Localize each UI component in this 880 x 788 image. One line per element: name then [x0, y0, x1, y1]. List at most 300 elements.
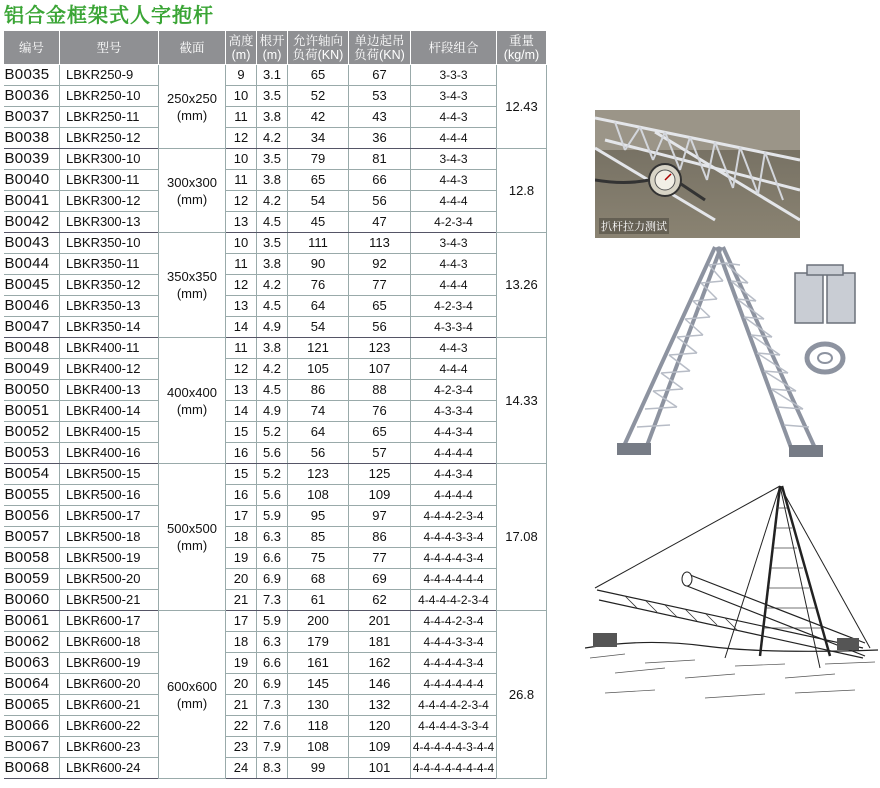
table-row — [4, 485, 547, 506]
table-row — [4, 128, 547, 149]
header-section: 截面 — [159, 31, 226, 65]
a-frame-pole-photo — [605, 243, 875, 468]
section-size: 400x400 — [167, 384, 217, 400]
section-size: 300x300 — [167, 174, 217, 190]
cell-model: LBKR400-16 — [60, 443, 159, 464]
cell-code: B0043 — [4, 233, 60, 254]
cell-axial-load: 64 — [288, 422, 349, 443]
cell-code: B0065 — [4, 695, 60, 716]
cell-model: LBKR250-9 — [60, 65, 159, 86]
cell-combination: 4-4-4-4-4-4-4-4 — [411, 758, 497, 779]
cell-combination: 4-4-4-4 — [411, 485, 497, 506]
cell-model: LBKR600-19 — [60, 653, 159, 674]
cell-combination: 4-4-4-4-3-3-4 — [411, 716, 497, 737]
cell-code: B0039 — [4, 149, 60, 170]
cell-axial-load: 105 — [288, 359, 349, 380]
cell-code: B0049 — [4, 359, 60, 380]
cell-combination: 4-4-4 — [411, 191, 497, 212]
cell-lift-load: 53 — [349, 86, 411, 107]
cell-code: B0057 — [4, 527, 60, 548]
cell-combination: 4-4-4-4-4-4 — [411, 674, 497, 695]
cell-spread: 8.3 — [257, 758, 288, 779]
cell-height: 12 — [226, 191, 257, 212]
cell-height: 20 — [226, 569, 257, 590]
table-row — [4, 317, 547, 338]
cell-lift-load: 132 — [349, 695, 411, 716]
cell-spread: 4.9 — [257, 401, 288, 422]
cell-height: 15 — [226, 464, 257, 485]
cell-model: LBKR300-11 — [60, 170, 159, 191]
cell-height: 14 — [226, 317, 257, 338]
cell-spread: 3.8 — [257, 170, 288, 191]
cell-height: 19 — [226, 653, 257, 674]
cell-model: LBKR500-16 — [60, 485, 159, 506]
table-row — [4, 422, 547, 443]
cell-combination: 4-2-3-4 — [411, 212, 497, 233]
cell-combination: 4-4-4 — [411, 359, 497, 380]
cell-lift-load: 86 — [349, 527, 411, 548]
cell-combination: 4-4-4-4-4-3-4-4 — [411, 737, 497, 758]
cell-height: 19 — [226, 548, 257, 569]
cell-code: B0056 — [4, 506, 60, 527]
cell-code: B0050 — [4, 380, 60, 401]
cell-combination: 4-4-4-4-3-4 — [411, 653, 497, 674]
cell-height: 21 — [226, 590, 257, 611]
cell-spread: 3.5 — [257, 86, 288, 107]
cell-axial-load: 54 — [288, 317, 349, 338]
cell-height: 18 — [226, 632, 257, 653]
cell-axial-load: 64 — [288, 296, 349, 317]
cell-code: B0058 — [4, 548, 60, 569]
table-row — [4, 653, 547, 674]
cell-spread: 6.6 — [257, 548, 288, 569]
cell-code: B0042 — [4, 212, 60, 233]
table-row — [4, 296, 547, 317]
cell-spread: 6.3 — [257, 632, 288, 653]
cell-section — [159, 611, 226, 779]
cell-lift-load: 36 — [349, 128, 411, 149]
cell-weight: 12.43 — [497, 65, 547, 149]
cell-model: LBKR500-19 — [60, 548, 159, 569]
cell-lift-load: 67 — [349, 65, 411, 86]
cell-code: B0036 — [4, 86, 60, 107]
cell-model: LBKR400-11 — [60, 338, 159, 359]
cell-lift-load: 66 — [349, 170, 411, 191]
spec-table — [3, 30, 547, 779]
cell-axial-load: 75 — [288, 548, 349, 569]
table-row — [4, 443, 547, 464]
cell-section — [159, 233, 226, 338]
cell-combination: 3-3-3 — [411, 65, 497, 86]
cell-lift-load: 123 — [349, 338, 411, 359]
section-unit: (mm) — [176, 401, 208, 417]
cell-axial-load: 90 — [288, 254, 349, 275]
cell-height: 12 — [226, 128, 257, 149]
gin-pole-erection-sketch — [585, 478, 878, 783]
cell-code: B0048 — [4, 338, 60, 359]
cell-axial-load: 108 — [288, 485, 349, 506]
cell-height: 23 — [226, 737, 257, 758]
header-height-unit: (m) — [231, 47, 251, 62]
table-row — [4, 569, 547, 590]
cell-axial-load: 123 — [288, 464, 349, 485]
photo-caption: 扒杆拉力测试 — [599, 218, 669, 234]
cell-code: B0064 — [4, 674, 60, 695]
cell-model: LBKR250-10 — [60, 86, 159, 107]
header-lift-unit: 负荷(KN) — [354, 47, 405, 62]
cell-code: B0040 — [4, 170, 60, 191]
cell-height: 18 — [226, 527, 257, 548]
table-row — [4, 170, 547, 191]
cell-axial-load: 111 — [288, 233, 349, 254]
cell-lift-load: 125 — [349, 464, 411, 485]
cell-lift-load: 101 — [349, 758, 411, 779]
a-frame-pole-image — [605, 243, 875, 468]
table-row — [4, 674, 547, 695]
cell-lift-load: 81 — [349, 149, 411, 170]
cell-lift-load: 92 — [349, 254, 411, 275]
cell-axial-load: 74 — [288, 401, 349, 422]
cell-height: 16 — [226, 443, 257, 464]
cell-code: B0046 — [4, 296, 60, 317]
cell-weight: 12.8 — [497, 149, 547, 233]
cell-height: 10 — [226, 149, 257, 170]
cell-code: B0055 — [4, 485, 60, 506]
cell-lift-load: 57 — [349, 443, 411, 464]
cell-code: B0054 — [4, 464, 60, 485]
cell-axial-load: 130 — [288, 695, 349, 716]
cell-axial-load: 121 — [288, 338, 349, 359]
header-spread-label: 根开 — [259, 33, 285, 48]
header-spread-unit: (m) — [262, 47, 282, 62]
cell-code: B0059 — [4, 569, 60, 590]
header-weight-label: 重量 — [508, 33, 534, 48]
page-title: 铝合金框架式人字抱杆 — [4, 3, 214, 27]
cell-axial-load: 56 — [288, 443, 349, 464]
cell-spread: 5.6 — [257, 443, 288, 464]
cell-spread: 4.2 — [257, 275, 288, 296]
cell-lift-load: 69 — [349, 569, 411, 590]
header-code: 编号 — [4, 31, 60, 65]
header-model: 型号 — [60, 31, 159, 65]
cell-code: B0041 — [4, 191, 60, 212]
cell-model: LBKR500-17 — [60, 506, 159, 527]
cell-height: 9 — [226, 65, 257, 86]
table-row — [4, 191, 547, 212]
cell-height: 10 — [226, 233, 257, 254]
cell-lift-load: 77 — [349, 548, 411, 569]
cell-lift-load: 109 — [349, 737, 411, 758]
cell-height: 22 — [226, 716, 257, 737]
cell-axial-load: 52 — [288, 86, 349, 107]
cell-code: B0038 — [4, 128, 60, 149]
cell-axial-load: 34 — [288, 128, 349, 149]
cell-model: LBKR250-12 — [60, 128, 159, 149]
cell-model: LBKR600-22 — [60, 716, 159, 737]
cell-code: B0052 — [4, 422, 60, 443]
cell-height: 12 — [226, 275, 257, 296]
cell-combination: 4-3-3-4 — [411, 401, 497, 422]
cell-lift-load: 162 — [349, 653, 411, 674]
cell-model: LBKR500-21 — [60, 590, 159, 611]
cell-weight: 26.8 — [497, 611, 547, 779]
cell-model: LBKR300-12 — [60, 191, 159, 212]
table-row — [4, 758, 547, 779]
cell-height: 12 — [226, 359, 257, 380]
cell-code: B0045 — [4, 275, 60, 296]
cell-lift-load: 88 — [349, 380, 411, 401]
cell-spread: 3.8 — [257, 254, 288, 275]
cell-spread: 4.2 — [257, 191, 288, 212]
table-row — [4, 107, 547, 128]
section-unit: (mm) — [176, 191, 208, 207]
header-weight — [497, 31, 547, 65]
cell-height: 13 — [226, 212, 257, 233]
cell-combination: 4-4-4-3-3-4 — [411, 527, 497, 548]
cell-height: 11 — [226, 338, 257, 359]
table-row — [4, 212, 547, 233]
table-row — [4, 233, 547, 254]
cell-combination: 4-2-3-4 — [411, 296, 497, 317]
section-size: 350x350 — [167, 269, 217, 284]
section-unit: (mm) — [176, 107, 208, 123]
table-row — [4, 506, 547, 527]
cell-lift-load: 120 — [349, 716, 411, 737]
table-row — [4, 590, 547, 611]
cell-section — [159, 65, 226, 149]
cell-code: B0060 — [4, 590, 60, 611]
section-unit: (mm) — [176, 538, 208, 553]
cell-model: LBKR600-21 — [60, 695, 159, 716]
cell-model: LBKR250-11 — [60, 107, 159, 128]
cell-spread: 5.2 — [257, 422, 288, 443]
section-size: 600x600 — [167, 678, 217, 694]
cell-lift-load: 76 — [349, 401, 411, 422]
header-spread — [257, 31, 288, 65]
cell-spread: 6.9 — [257, 569, 288, 590]
cell-axial-load: 86 — [288, 380, 349, 401]
cell-model: LBKR350-10 — [60, 233, 159, 254]
table-row — [4, 548, 547, 569]
cell-axial-load: 95 — [288, 506, 349, 527]
cell-axial-load: 85 — [288, 527, 349, 548]
cell-height: 13 — [226, 380, 257, 401]
cell-axial-load: 118 — [288, 716, 349, 737]
cell-lift-load: 56 — [349, 317, 411, 338]
table-row — [4, 86, 547, 107]
cell-spread: 5.9 — [257, 506, 288, 527]
cell-spread: 3.8 — [257, 107, 288, 128]
cell-spread: 3.5 — [257, 233, 288, 254]
cell-model: LBKR400-15 — [60, 422, 159, 443]
cell-lift-load: 146 — [349, 674, 411, 695]
cell-code: B0044 — [4, 254, 60, 275]
cell-model: LBKR350-13 — [60, 296, 159, 317]
header-height-label: 高度 — [228, 33, 254, 48]
section-unit: (mm) — [176, 286, 208, 301]
cell-model: LBKR600-18 — [60, 632, 159, 653]
cell-model: LBKR400-12 — [60, 359, 159, 380]
cell-lift-load: 181 — [349, 632, 411, 653]
cell-combination: 4-4-4-4-2-3-4 — [411, 590, 497, 611]
cell-model: LBKR600-24 — [60, 758, 159, 779]
table-row — [4, 464, 547, 485]
cell-weight: 14.33 — [497, 338, 547, 464]
cell-model: LBKR600-23 — [60, 737, 159, 758]
cell-combination: 4-4-3 — [411, 254, 497, 275]
cell-combination: 4-4-3-4 — [411, 464, 497, 485]
header-axial — [288, 31, 349, 65]
header-axial-unit: 负荷(KN) — [292, 47, 344, 62]
cell-model: LBKR500-20 — [60, 569, 159, 590]
cell-spread: 3.5 — [257, 149, 288, 170]
header-axial-label: 允许轴向 — [292, 33, 343, 48]
table-row — [4, 254, 547, 275]
table-row — [4, 149, 547, 170]
cell-spread: 3.1 — [257, 65, 288, 86]
cell-axial-load: 108 — [288, 737, 349, 758]
cell-axial-load: 179 — [288, 632, 349, 653]
cell-lift-load: 109 — [349, 485, 411, 506]
cell-height: 20 — [226, 674, 257, 695]
cell-spread: 7.9 — [257, 737, 288, 758]
cell-spread: 5.6 — [257, 485, 288, 506]
cell-section — [159, 149, 226, 233]
cell-combination: 4-2-3-4 — [411, 380, 497, 401]
cell-lift-load: 201 — [349, 611, 411, 632]
cell-lift-load: 43 — [349, 107, 411, 128]
cell-combination: 4-4-3-4 — [411, 422, 497, 443]
section-unit: (mm) — [176, 695, 208, 711]
cell-weight: 13.26 — [497, 233, 547, 338]
cell-axial-load: 65 — [288, 65, 349, 86]
cell-code: B0051 — [4, 401, 60, 422]
cell-axial-load: 161 — [288, 653, 349, 674]
table-row — [4, 65, 547, 86]
cell-height: 17 — [226, 506, 257, 527]
cell-section — [159, 464, 226, 611]
cell-model: LBKR350-12 — [60, 275, 159, 296]
cell-model: LBKR600-20 — [60, 674, 159, 695]
cell-code: B0061 — [4, 611, 60, 632]
cell-lift-load: 107 — [349, 359, 411, 380]
cell-height: 14 — [226, 401, 257, 422]
cell-spread: 4.5 — [257, 380, 288, 401]
cell-lift-load: 97 — [349, 506, 411, 527]
table-row — [4, 401, 547, 422]
cell-combination: 3-4-3 — [411, 86, 497, 107]
cell-combination: 4-4-3 — [411, 170, 497, 191]
cell-spread: 7.6 — [257, 716, 288, 737]
cell-height: 21 — [226, 695, 257, 716]
table-row — [4, 338, 547, 359]
cell-spread: 7.3 — [257, 590, 288, 611]
cell-axial-load: 68 — [288, 569, 349, 590]
table-row — [4, 716, 547, 737]
cell-height: 11 — [226, 254, 257, 275]
cell-model: LBKR350-11 — [60, 254, 159, 275]
cell-combination: 4-4-4-4-3-4 — [411, 548, 497, 569]
tension-test-photo — [595, 110, 800, 238]
cell-combination: 4-4-3 — [411, 338, 497, 359]
cell-spread: 7.3 — [257, 695, 288, 716]
cell-axial-load: 42 — [288, 107, 349, 128]
cell-spread: 4.2 — [257, 359, 288, 380]
table-row — [4, 611, 547, 632]
cell-model: LBKR300-13 — [60, 212, 159, 233]
cell-code: B0066 — [4, 716, 60, 737]
cell-lift-load: 65 — [349, 296, 411, 317]
cell-spread: 3.8 — [257, 338, 288, 359]
cell-axial-load: 99 — [288, 758, 349, 779]
cell-model: LBKR500-15 — [60, 464, 159, 485]
cell-lift-load: 65 — [349, 422, 411, 443]
cell-spread: 4.2 — [257, 128, 288, 149]
cell-axial-load: 54 — [288, 191, 349, 212]
cell-code: B0047 — [4, 317, 60, 338]
cell-spread: 6.6 — [257, 653, 288, 674]
cell-code: B0035 — [4, 65, 60, 86]
cell-model: LBKR300-10 — [60, 149, 159, 170]
header-weight-unit: (kg/m) — [503, 47, 540, 62]
cell-model: LBKR600-17 — [60, 611, 159, 632]
cell-height: 15 — [226, 422, 257, 443]
cell-spread: 6.9 — [257, 674, 288, 695]
cell-code: B0053 — [4, 443, 60, 464]
cell-height: 24 — [226, 758, 257, 779]
cell-combination: 4-4-3 — [411, 107, 497, 128]
cell-axial-load: 200 — [288, 611, 349, 632]
cell-lift-load: 47 — [349, 212, 411, 233]
section-size: 250x250 — [167, 90, 217, 106]
cell-model: LBKR400-13 — [60, 380, 159, 401]
cell-code: B0067 — [4, 737, 60, 758]
cell-height: 16 — [226, 485, 257, 506]
table-header — [4, 31, 547, 65]
header-lift — [349, 31, 411, 65]
cell-combination: 4-4-4-2-3-4 — [411, 611, 497, 632]
cell-combination: 4-4-4-3-3-4 — [411, 632, 497, 653]
cell-lift-load: 62 — [349, 590, 411, 611]
cell-lift-load: 113 — [349, 233, 411, 254]
cell-combination: 4-3-3-4 — [411, 317, 497, 338]
cell-code: B0062 — [4, 632, 60, 653]
table-row — [4, 527, 547, 548]
gin-pole-erection-image — [585, 478, 878, 783]
cell-spread: 5.9 — [257, 611, 288, 632]
cell-spread: 6.3 — [257, 527, 288, 548]
cell-axial-load: 79 — [288, 149, 349, 170]
header-combo: 杆段组合 — [411, 31, 497, 65]
table-row — [4, 359, 547, 380]
table-row — [4, 380, 547, 401]
cell-spread: 4.9 — [257, 317, 288, 338]
cell-model: LBKR400-14 — [60, 401, 159, 422]
cell-lift-load: 77 — [349, 275, 411, 296]
cell-combination: 4-4-4-4-4-4 — [411, 569, 497, 590]
header-lift-label: 单边起吊 — [354, 33, 405, 48]
cell-combination: 4-4-4 — [411, 128, 497, 149]
cell-lift-load: 56 — [349, 191, 411, 212]
cell-axial-load: 76 — [288, 275, 349, 296]
cell-height: 17 — [226, 611, 257, 632]
cell-code: B0037 — [4, 107, 60, 128]
cell-model: LBKR500-18 — [60, 527, 159, 548]
cell-model: LBKR350-14 — [60, 317, 159, 338]
cell-spread: 4.5 — [257, 212, 288, 233]
cell-combination: 4-4-4-4-2-3-4 — [411, 695, 497, 716]
cell-combination: 4-4-4-4 — [411, 443, 497, 464]
